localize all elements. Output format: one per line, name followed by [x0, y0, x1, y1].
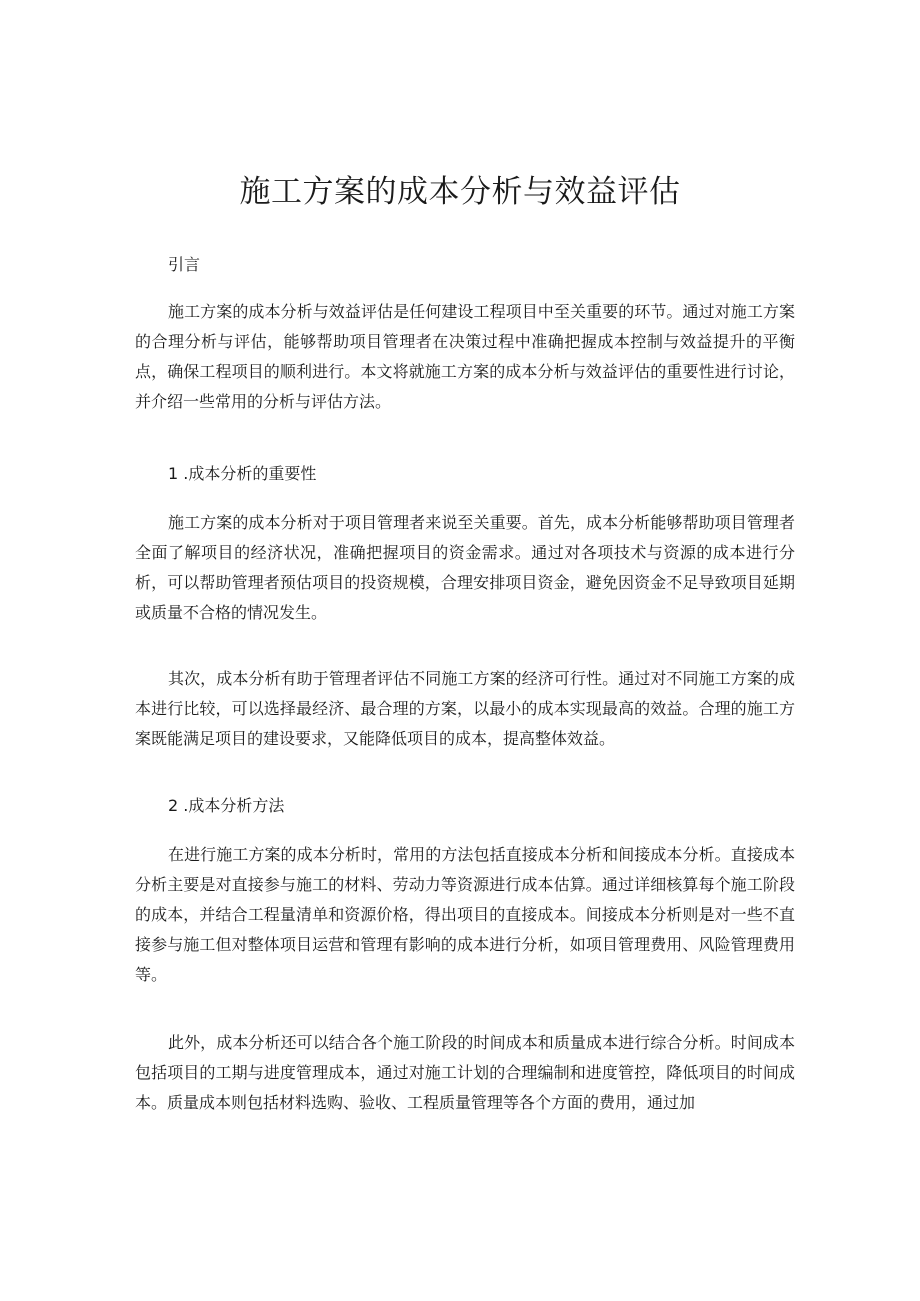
section-1-heading: 1 .成本分析的重要性 — [168, 464, 317, 483]
section-2-paragraph-1: 在进行施工方案的成本分析时，常用的方法包括直接成本分析和间接成本分析。直接成本分析主要是对直接参与施工的材料、劳动力等资源进行成本估算。通过详细核算每个施工阶段的成本，并结合工程量清单和资源价格，得出项目的直接成本。间接成本分析则是对一些不直接参与施工但对整体项目运营和管理有影响的成本进行分析，如项目管理费用、风险管理费用等。 — [135, 845, 795, 984]
section-1-paragraph-1: 施工方案的成本分析对于项目管理者来说至关重要。首先，成本分析能够帮助项目管理者全面了解项目的经济状况，准确把握项目的资金需求。通过对各项技术与资源的成本进行分析，可以帮助管理者预估项目的投资规模，合理安排项目资金，避免因资金不足导致项目延期或质量不合格的情况发生。 — [135, 513, 795, 622]
section-2-paragraph-2: 此外，成本分析还可以结合各个施工阶段的时间成本和质量成本进行综合分析。时间成本包括项目的工期与进度管理成本，通过对施工计划的合理编制和进度管控，降低项目的时间成本。质量成本则包括材料选购、验收、工程质量管理等各个方面的费用，通过加 — [135, 1033, 795, 1112]
intro-paragraph: 施工方案的成本分析与效益评估是任何建设工程项目中至关重要的环节。通过对施工方案的合理分析与评估，能够帮助项目管理者在决策过程中准确把握成本控制与效益提升的平衡点，确保工程项目的顺利进行。本文将就施工方案的成本分析与效益评估的重要性进行讨论，并介绍一些常用的分析与评估方法。 — [135, 302, 795, 411]
intro-heading: 引言 — [168, 255, 201, 274]
section-1-paragraph-2: 其次，成本分析有助于管理者评估不同施工方案的经济可行性。通过对不同施工方案的成本进行比较，可以选择最经济、最合理的方案，以最小的成本实现最高的效益。合理的施工方案既能满足项目的建设要求，又能降低项目的成本，提高整体效益。 — [135, 669, 795, 748]
document-title: 施工方案的成本分析与效益评估 — [239, 174, 681, 210]
section-2-heading: 2 .成本分析方法 — [168, 796, 285, 815]
